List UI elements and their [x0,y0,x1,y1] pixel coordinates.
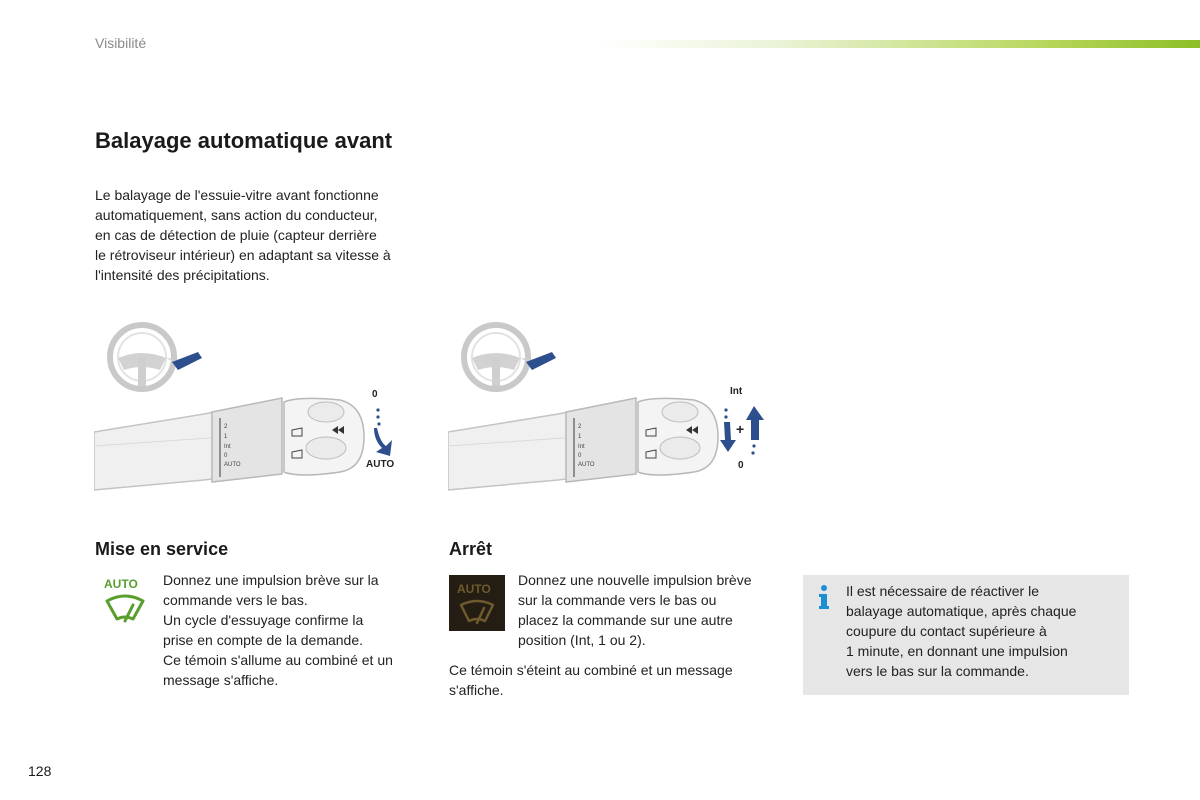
scale-label: 1 [224,434,228,440]
intro-line: le rétroviseur intérieur) en adaptant sa vitesse à [95,247,391,263]
text-line: Ce témoin s'allume au combiné et un [163,652,393,668]
text-line: sur la commande vers le bas ou [518,592,717,608]
text-line: 1 minute, en donnant une impulsion [846,643,1068,659]
wiper-stalk-figure-activation [94,322,404,502]
text-line: placez la commande sur une autre [518,612,733,628]
position-zero-label: 0 [738,460,744,471]
text-line: s'affiche. [449,682,504,698]
scale-label: 0 [224,453,228,459]
intro-line: l'intensité des précipitations. [95,267,270,283]
position-int-label: Int [730,386,743,397]
info-icon [817,584,831,610]
page-number: 128 [28,763,52,779]
section-title-arret: Arrêt [449,539,493,559]
intro-line: automatiquement, sans action du conducteur, [95,207,378,223]
text-line: coupure du contact supérieure à [846,623,1047,639]
text-line: message s'affiche. [163,672,279,688]
steering-wheel-icon [110,325,202,389]
header-accent-bar [600,40,1200,48]
scale-label: 0 [578,453,582,459]
info-note-box [803,575,1129,695]
scale-label: Int [578,444,585,450]
wiper-stalk [448,398,718,490]
info-note-text [846,581,1116,681]
text-line: commande vers le bas. [163,592,308,608]
text-line: Ce témoin s'éteint au combiné et un message [449,662,733,678]
scale-label: AUTO [224,462,241,468]
steering-wheel-icon [464,325,556,389]
intro-line: en cas de détection de pluie (capteur derrière [95,227,377,243]
text-line: vers le bas sur la commande. [846,663,1029,679]
scale-label: 2 [578,424,582,430]
arrow-up-icon [746,406,764,455]
plus-sign: + [736,421,745,437]
text-line: Un cycle d'essuyage confirme la [163,612,364,628]
scale-label: AUTO [578,462,595,468]
auto-wiper-green-icon [103,575,147,627]
auto-icon-label: AUTO [457,582,491,596]
wiper-stalk [94,398,364,490]
text-line: balayage automatique, après chaque [846,603,1077,619]
arret-text-secondary [449,660,779,700]
arrow-down-icon [374,408,392,456]
arret-text [518,570,783,650]
section-title-mise-en-service: Mise en service [95,539,229,559]
wiper-stalk-figure-deactivation [448,322,788,502]
text-line: Donnez une nouvelle impulsion brève [518,572,752,588]
page-title: Balayage automatique avant [95,128,393,153]
scale-label: Int [224,444,231,450]
position-zero-label: 0 [372,389,378,400]
auto-wiper-off-icon [449,575,505,631]
arrow-down-icon [720,408,736,452]
intro-line: Le balayage de l'essuie-vitre avant fonctionne [95,187,379,203]
text-line: position (Int, 1 ou 2). [518,632,646,648]
position-auto-label: AUTO [366,459,395,470]
text-line: Il est nécessaire de réactiver le [846,583,1039,599]
scale-label: 1 [578,434,582,440]
auto-wiper-off-glyph [449,575,505,631]
text-line: Donnez une impulsion brève sur la [163,572,379,588]
text-line: prise en compte de la demande. [163,632,364,648]
section-label: Visibilité [95,35,147,51]
scale-label: 2 [224,424,228,430]
auto-icon-label: AUTO [104,577,138,591]
intro-paragraph [95,185,430,285]
mise-en-service-text [163,570,428,690]
